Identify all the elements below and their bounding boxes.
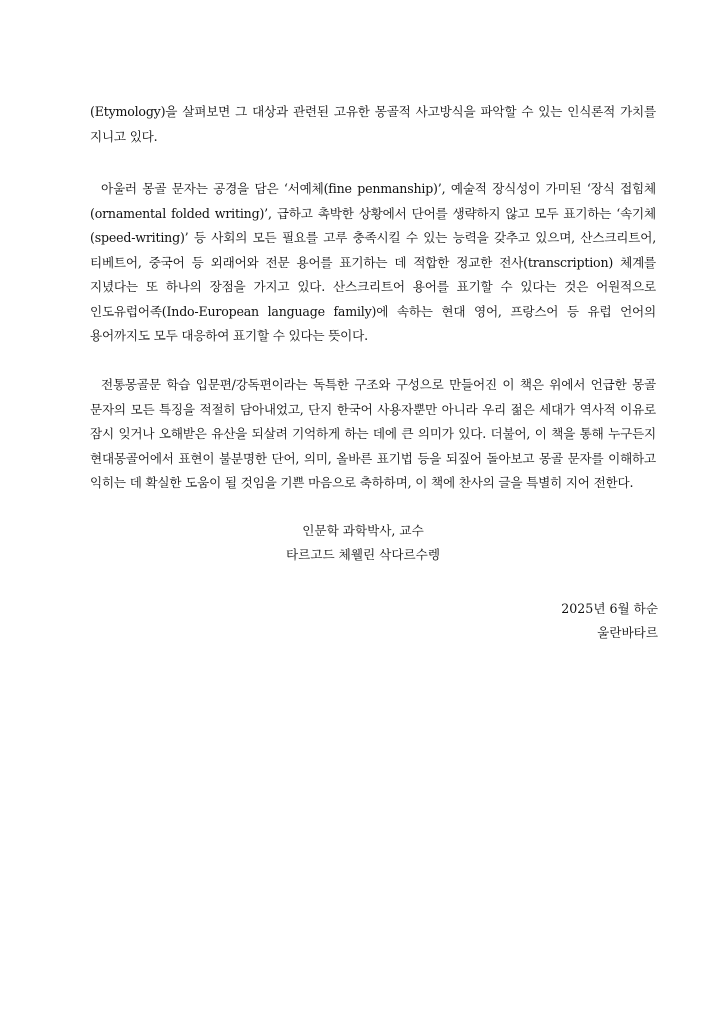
paragraph-book-significance: 전통몽골문 학습 입문편/강독편이라는 독특한 구조와 구성으로 만들어진 이 책은 위에서 언급한 몽골 문자의 모든 특징을 적절히 담아내었고, 단지 한국어 사용자뿐만 아니라 우리 젊은 세대가 역사적 이유로 잠시 잊거나 오해받은 유산을 되살려 기억하게 하는 데에 큰 의미가 있다. 더불어, 이 책을 통해 누구든지 현대몽골어에서 표현이 불분명한 단어, 의미, 올바른 표기법 등을 되짚어 돌아보고 몽골 문자를 이해하고 익히는 데 확실한 도움이 될 것임을 기쁜 마음으로 축하하며, 이 책에 찬사의 글을 특별히 지어 전한다. — [90, 377, 656, 490]
paragraph-writing-styles: 아울러 몽골 문자는 공경을 담은 ‘서예체(fine penmanship)’, 예술적 장식성이 가미된 ‘장식 접힘체(ornamental folded writing)’, 급하고 촉박한 상황에서 단어를 생략하지 않고 모두 표기하는 ‘속기체(speed-writing)’ 등 사회의 모든 필요를 고루 충족시킬 수 있는 능력을 갖추고 있으며, 산스크리트어, 티베트어, 중국어 등 외래어와 전문 용어를 표기하는 데 적합한 정교한 전사(transcription) 체계를 지녔다는 또 하나의 장점을 가지고 있다. 산스크리트어 용어를 표기할 수 있다는 것은 어원적으로 인도유럽어족(Indo-European language family)에 속하는 현대 영어, 프랑스어 등 유럽 언어의 용어까지도 모두 대응하여 표기할 수 있다는 뜻이다. — [90, 181, 656, 343]
signature-title: 인문학 과학박사, 교수 — [302, 523, 424, 538]
paragraph-etymology: (Etymology)을 살펴보면 그 대상과 관련된 고유한 몽골적 사고방식을 파악할 수 있는 인식론적 가치를 지니고 있다. — [90, 104, 656, 144]
dateline-place: 울란바타르 — [597, 625, 658, 640]
dateline-date: 2025년 6월 하순 — [561, 601, 658, 616]
signature-name: 타르고드 체웰린 삭다르수렝 — [286, 547, 440, 562]
